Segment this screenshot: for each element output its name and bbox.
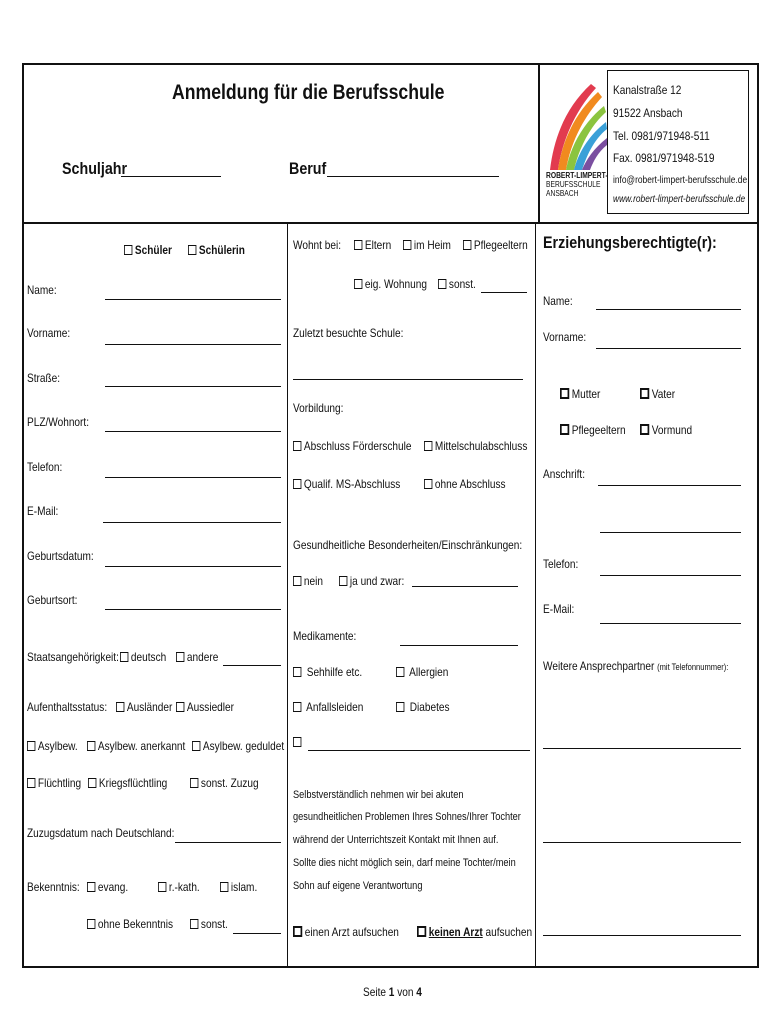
guardian-role-pflegeeltern[interactable]: Pflegeeltern <box>560 423 626 437</box>
wohnt-option-sonst[interactable]: sonst. <box>438 277 476 291</box>
staat-label: Staatsangehörigkeit: <box>27 650 119 664</box>
checkbox[interactable] <box>293 479 301 489</box>
student-plz-label: PLZ/Wohnort: <box>27 415 90 429</box>
beruf-label: Beruf <box>289 159 327 178</box>
form-border-bottom <box>22 966 759 968</box>
wohnt-sonst-field[interactable] <box>481 292 527 293</box>
med-option-sehhilfe[interactable]: Sehhilfe etc. <box>293 665 362 679</box>
checkbox[interactable] <box>640 424 649 435</box>
guardian-heading: Erziehungsberechtigte(r): <box>543 233 717 252</box>
aufenthalt-label: Aufenthaltsstatus: <box>27 700 108 714</box>
checkbox[interactable] <box>190 919 198 929</box>
header-divider <box>22 222 759 224</box>
vorbildung-option-ohne[interactable]: ohne Abschluss <box>424 477 506 491</box>
vorbildung-label: Vorbildung: <box>293 401 344 415</box>
bekenntnis-option-rkath[interactable]: r.-kath. <box>158 880 200 894</box>
checkbox[interactable] <box>640 388 649 399</box>
checkbox[interactable] <box>403 240 411 250</box>
med-option-other[interactable] <box>293 735 304 749</box>
column-divider-2 <box>535 223 536 967</box>
aufenthalt-option-aussiedler[interactable]: Aussiedler <box>176 700 234 714</box>
student-plz-field[interactable] <box>105 431 281 432</box>
medikamente-label: Medikamente: <box>293 629 357 643</box>
checkbox[interactable] <box>190 778 198 788</box>
fluecht-option-1[interactable]: Flüchtling <box>27 776 81 790</box>
bekenntnis-option-ohne[interactable]: ohne Bekenntnis <box>87 917 173 931</box>
bekenntnis-option-evang[interactable]: evang. <box>87 880 128 894</box>
address-street: Kanalstraße 12 <box>613 83 682 97</box>
address-fax: Fax. 0981/971948-519 <box>613 151 715 165</box>
zuzug-field[interactable] <box>175 842 281 843</box>
student-geburtsort-label: Geburtsort: <box>27 593 78 607</box>
guardian-role-vater[interactable]: Vater <box>640 387 675 401</box>
checkbox[interactable] <box>124 245 132 255</box>
guardian-email-label: E-Mail: <box>543 602 575 616</box>
student-email-label: E-Mail: <box>27 504 59 518</box>
guardian-anschrift-field-1[interactable] <box>598 485 741 486</box>
notice-line-3: während der Unterrichtszeit Kontakt mit Ihnen auf. <box>293 834 499 846</box>
schuljahr-label: Schuljahr <box>62 159 128 178</box>
address-phone: Tel. 0981/971948-511 <box>613 129 710 143</box>
checkbox[interactable] <box>88 778 96 788</box>
kein-arzt-option[interactable]: keinen Arzt aufsuchen <box>417 925 532 939</box>
checkbox[interactable] <box>120 652 128 662</box>
staat-andere-field[interactable] <box>223 665 281 666</box>
form-border-right <box>757 63 759 968</box>
gender-option-female[interactable]: Schülerin <box>188 243 245 257</box>
arzt-option[interactable]: einen Arzt aufsuchen <box>293 925 399 939</box>
checkbox[interactable] <box>116 702 124 712</box>
med-option-diabetes[interactable]: Diabetes <box>396 700 450 714</box>
asyl-option-1[interactable]: Asylbew. <box>27 739 78 753</box>
student-strasse-label: Straße: <box>27 371 61 385</box>
schuljahr-field[interactable] <box>121 176 221 177</box>
checkbox[interactable] <box>293 926 302 937</box>
staat-option-andere[interactable]: andere <box>176 650 218 664</box>
checkbox[interactable] <box>176 652 184 662</box>
checkbox[interactable] <box>87 741 95 751</box>
student-telefon-label: Telefon: <box>27 460 63 474</box>
asyl-option-3[interactable]: Asylbew. geduldet <box>192 739 284 753</box>
header-column-divider <box>538 63 540 223</box>
checkbox[interactable] <box>417 926 426 937</box>
bekenntnis-option-sonst[interactable]: sonst. <box>190 917 228 931</box>
notice-line-2: gesundheitlichen Problemen Ihres Sohnes/Ihrer Tochter <box>293 811 521 823</box>
address-website[interactable]: www.robert-limpert-berufsschule.de <box>613 194 746 205</box>
guardian-vorname-field[interactable] <box>596 348 741 349</box>
medikamente-field[interactable] <box>400 645 518 646</box>
address-city: 91522 Ansbach <box>613 106 683 120</box>
form-border-top <box>22 63 759 65</box>
checkbox[interactable] <box>158 882 166 892</box>
guardian-anschrift-field-2[interactable] <box>600 532 741 533</box>
student-strasse-field[interactable] <box>105 386 281 387</box>
med-option-anfall[interactable]: Anfallsleiden <box>293 700 363 714</box>
checkbox[interactable] <box>293 441 301 451</box>
gesundheit-label: Gesundheitliche Besonderheiten/Einschränkungen: <box>293 538 523 552</box>
asyl-option-2[interactable]: Asylbew. anerkannt <box>87 739 185 753</box>
checkbox[interactable] <box>293 737 301 747</box>
checkbox[interactable] <box>27 778 35 788</box>
guardian-telefon-label: Telefon: <box>543 557 579 571</box>
checkbox[interactable] <box>560 388 569 399</box>
student-name-label: Name: <box>27 283 57 297</box>
form-title: Anmeldung für die Berufsschule <box>172 81 445 104</box>
checkbox[interactable] <box>463 240 471 250</box>
guardian-role-mutter[interactable]: Mutter <box>560 387 600 401</box>
zuletzt-label: Zuletzt besuchte Schule: <box>293 326 404 340</box>
staat-option-deutsch[interactable]: deutsch <box>120 650 166 664</box>
column-divider-1 <box>287 223 288 967</box>
wohnt-option-eltern[interactable]: Eltern <box>354 238 391 252</box>
address-email[interactable]: info@robert-limpert-berufsschule.de <box>613 175 748 186</box>
form-border-left <box>22 63 24 968</box>
vorbildung-option-quali[interactable]: Qualif. MS-Abschluss <box>293 477 400 491</box>
checkbox[interactable] <box>396 667 404 677</box>
wohnt-label: Wohnt bei: <box>293 238 342 252</box>
checkbox[interactable] <box>87 882 95 892</box>
weitere-label: Weitere Ansprechpartner (mit Telefonnummer): <box>543 659 729 673</box>
checkbox[interactable] <box>424 479 432 489</box>
student-geburtsort-field[interactable] <box>105 609 281 610</box>
zuletzt-field[interactable] <box>293 379 523 380</box>
wohnt-option-heim[interactable]: im Heim <box>403 238 451 252</box>
bekenntnis-sonst-field[interactable] <box>233 933 281 934</box>
med-other-field[interactable] <box>308 750 530 751</box>
checkbox[interactable] <box>192 741 200 751</box>
student-geburtsdatum-field[interactable] <box>105 566 281 567</box>
checkbox[interactable] <box>354 240 362 250</box>
checkbox[interactable] <box>220 882 228 892</box>
aufenthalt-option-auslaender[interactable]: Ausländer <box>116 700 172 714</box>
med-option-allergien[interactable]: Allergien <box>396 665 448 679</box>
checkbox[interactable] <box>396 702 404 712</box>
checkbox[interactable] <box>87 919 95 929</box>
guardian-name-field[interactable] <box>596 309 741 310</box>
logo-line-3: ANSBACH <box>546 189 579 198</box>
guardian-vorname-label: Vorname: <box>543 330 587 344</box>
notice-line-4: Sollte dies nicht möglich sein, darf meine Tochter/mein <box>293 857 516 869</box>
student-geburtsdatum-label: Geburtsdatum: <box>27 549 94 563</box>
checkbox[interactable] <box>293 576 301 586</box>
gesundheit-option-ja[interactable]: ja und zwar: <box>339 574 404 588</box>
student-vorname-field[interactable] <box>105 344 281 345</box>
guardian-telefon-field[interactable] <box>600 575 741 576</box>
checkbox[interactable] <box>560 424 569 435</box>
checkbox[interactable] <box>354 279 362 289</box>
weitere-field-1[interactable] <box>543 748 741 749</box>
checkbox[interactable] <box>188 245 196 255</box>
beruf-field[interactable] <box>327 176 499 177</box>
checkbox[interactable] <box>339 576 347 586</box>
gesundheit-option-nein[interactable]: nein <box>293 574 323 588</box>
student-email-field[interactable] <box>103 522 281 523</box>
notice-line-1: Selbstverständlich nehmen wir bei akuten <box>293 789 464 801</box>
bekenntnis-option-islam[interactable]: islam. <box>220 880 257 894</box>
logo-line-2: BERUFSSCHULE <box>546 180 601 189</box>
student-vorname-label: Vorname: <box>27 326 71 340</box>
vorbildung-option-ms[interactable]: Mittelschulabschluss <box>424 439 527 453</box>
guardian-name-label: Name: <box>543 294 573 308</box>
wohnt-option-pflegeeltern[interactable]: Pflegeeltern <box>463 238 528 252</box>
vorbildung-option-foerder[interactable]: Abschluss Förderschule <box>293 439 411 453</box>
gesundheit-ja-field[interactable] <box>412 586 518 587</box>
guardian-anschrift-label: Anschrift: <box>543 467 586 481</box>
guardian-role-vormund[interactable]: Vormund <box>640 423 692 437</box>
bekenntnis-label: Bekenntnis: <box>27 880 80 894</box>
weitere-field-3[interactable] <box>543 935 741 936</box>
wohnt-option-wohnung[interactable]: eig. Wohnung <box>354 277 427 291</box>
checkbox[interactable] <box>27 741 35 751</box>
student-telefon-field[interactable] <box>105 477 281 478</box>
checkbox[interactable] <box>293 702 301 712</box>
checkbox[interactable] <box>424 441 432 451</box>
student-name-field[interactable] <box>105 299 281 300</box>
logo-line-1: ROBERT-LIMPERT- <box>546 171 608 180</box>
school-logo <box>546 82 608 172</box>
guardian-email-field[interactable] <box>600 623 741 624</box>
page-indicator: Seite 1 von 4 <box>363 985 422 999</box>
checkbox[interactable] <box>176 702 184 712</box>
fluecht-option-3[interactable]: sonst. Zuzug <box>190 776 259 790</box>
notice-line-5: Sohn auf eigene Verantwortung <box>293 880 423 892</box>
checkbox[interactable] <box>438 279 446 289</box>
gender-option-male[interactable]: Schüler <box>124 243 172 257</box>
checkbox[interactable] <box>293 667 301 677</box>
fluecht-option-2[interactable]: Kriegsflüchtling <box>88 776 167 790</box>
zuzug-label: Zuzugsdatum nach Deutschland: <box>27 826 175 840</box>
weitere-field-2[interactable] <box>543 842 741 843</box>
